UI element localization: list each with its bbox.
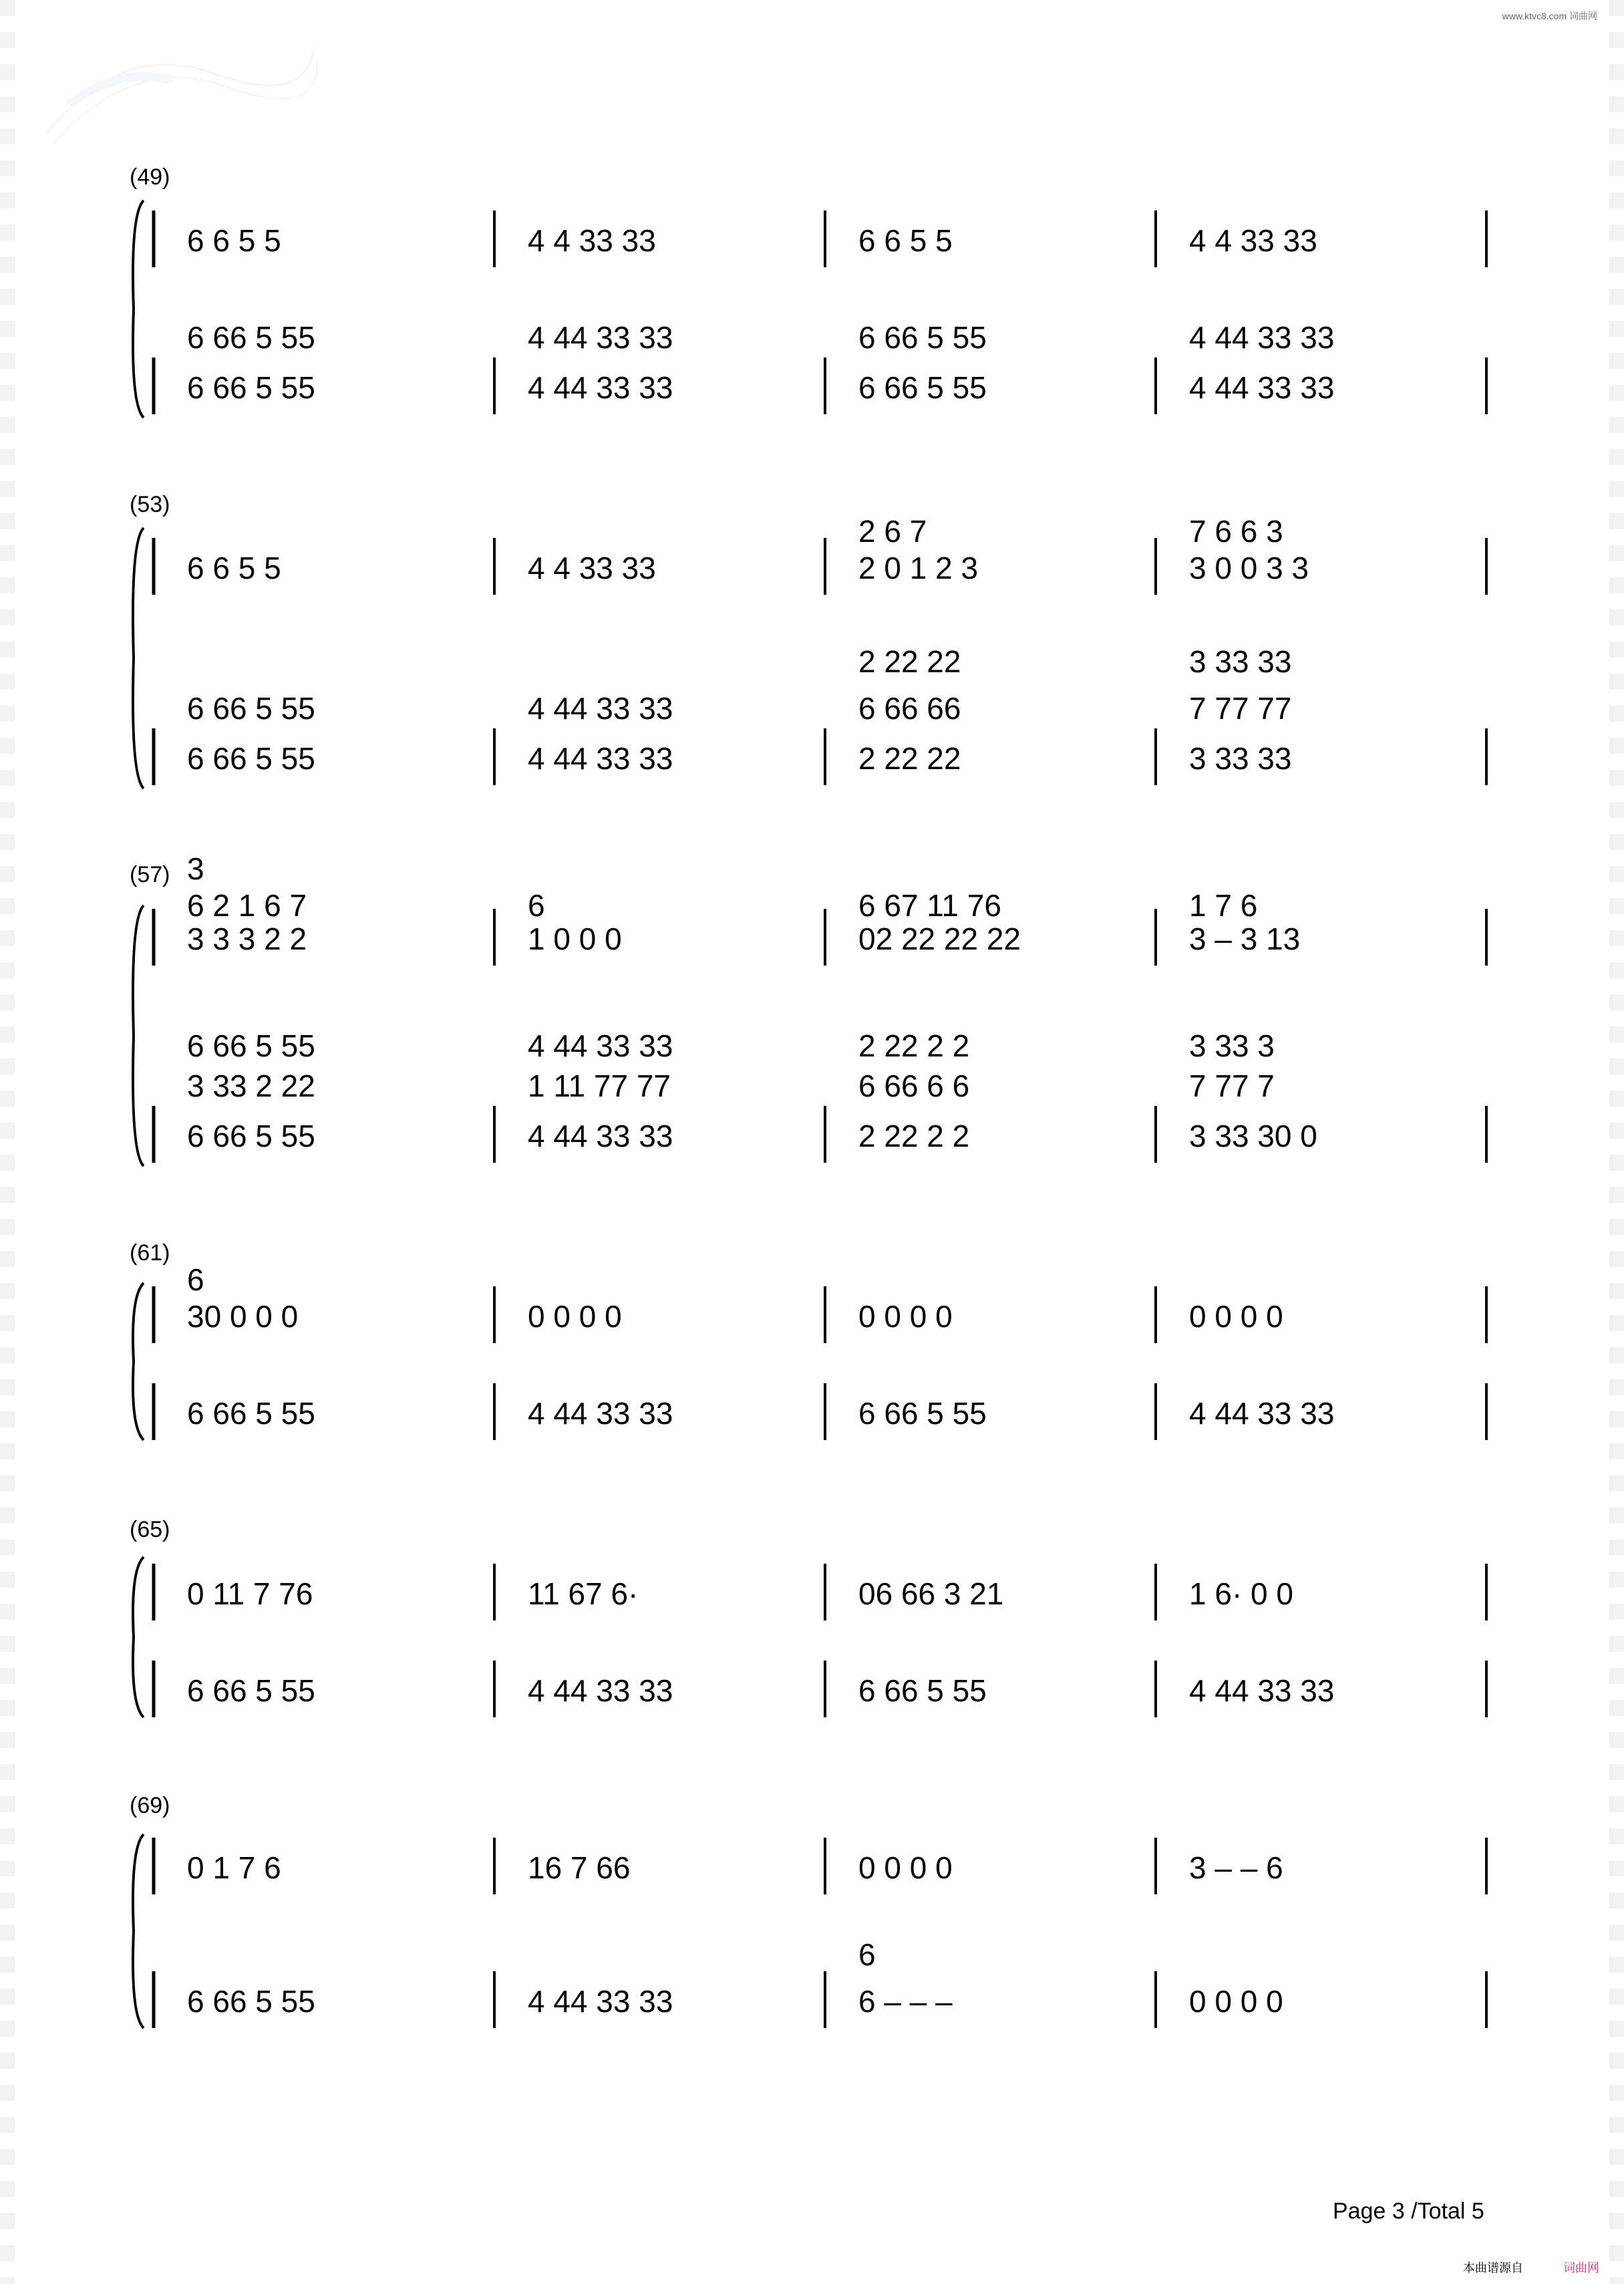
system-brace xyxy=(133,200,144,418)
measure-notes: 4 44 33 33 xyxy=(528,370,673,405)
system-brace xyxy=(133,1557,144,1717)
measure-notes: 6 66 5 55 xyxy=(858,320,987,355)
measure-notes: 3 3 3 2 2 xyxy=(187,921,307,956)
measure-notes: 7 6 6 3 xyxy=(1189,514,1283,549)
measure-notes: 3 33 33 xyxy=(1189,644,1292,679)
measure-notes: 6 6 5 5 xyxy=(858,223,953,258)
measure-notes: 0 0 0 0 xyxy=(858,1850,953,1885)
measure-notes: 0 1 7 6 xyxy=(187,1850,281,1885)
measure-notes: 4 44 33 33 xyxy=(528,1028,673,1063)
measure-notes: 1 6· 0 0 xyxy=(1189,1576,1293,1611)
measure-notes: 1 11 77 77 xyxy=(528,1068,671,1103)
measure-notes: 6 66 5 55 xyxy=(187,1673,315,1708)
measure-notes: 2 0 1 2 3 xyxy=(858,551,979,585)
measure-notes: 6 66 5 55 xyxy=(187,1119,315,1153)
measure-notes: 4 4 33 33 xyxy=(528,223,656,258)
measure-notes: 0 0 0 0 xyxy=(1189,1984,1283,2019)
measure-notes: 6 66 5 55 xyxy=(187,1028,315,1063)
measure-notes: 0 11 7 76 xyxy=(187,1576,313,1611)
measure-notes: 4 44 33 33 xyxy=(528,1984,673,2019)
measure-notes: 6 66 5 55 xyxy=(858,1396,987,1431)
measure-notes: 4 44 33 33 xyxy=(528,1119,673,1153)
measure-notes: 6 66 5 55 xyxy=(187,741,315,776)
measure-notes: 2 22 22 xyxy=(858,644,961,679)
measure-notes: 2 6 7 xyxy=(858,514,927,549)
measure-notes: 6 66 66 xyxy=(858,691,961,726)
measure-notes: 6 – – – xyxy=(858,1984,953,2019)
measure-notes: 1 7 6 xyxy=(1189,888,1258,923)
measure-notes: 4 4 33 33 xyxy=(528,551,656,585)
measure-notes: 30 0 0 0 xyxy=(187,1299,299,1334)
measure-notes: 2 22 2 2 xyxy=(858,1119,970,1153)
measure-label-49: (49) xyxy=(130,164,170,190)
measure-notes: 6 66 5 55 xyxy=(858,1673,987,1708)
measure-notes: 4 44 33 33 xyxy=(528,691,673,726)
measure-notes: 0 0 0 0 xyxy=(858,1299,953,1334)
measure-notes: 6 66 5 55 xyxy=(187,1984,315,2019)
measure-notes: 06 66 3 21 xyxy=(858,1576,1004,1611)
system-brace xyxy=(133,528,144,789)
site-watermark: www.ktvc8.com 词曲网 xyxy=(1502,11,1597,21)
measure-notes: 4 44 33 33 xyxy=(1189,1396,1335,1431)
measure-notes: 3 33 30 0 xyxy=(1189,1119,1317,1153)
system-brace xyxy=(133,905,144,1166)
measure-notes: 4 44 33 33 xyxy=(528,320,673,355)
measure-label-65: (65) xyxy=(130,1517,170,1542)
measure-notes: 2 22 2 2 xyxy=(858,1028,970,1063)
measure-notes: 6 66 5 55 xyxy=(187,1396,315,1431)
measure-notes: 4 4 33 33 xyxy=(1189,223,1317,258)
measure-notes: 6 66 5 55 xyxy=(858,370,987,405)
measure-notes: 2 22 22 xyxy=(858,741,961,776)
measure-notes: 6 xyxy=(187,1262,204,1297)
measure-notes: 6 xyxy=(858,1937,876,1972)
measure-notes: 0 0 0 0 xyxy=(1189,1299,1283,1334)
measure-notes: 3 33 3 xyxy=(1189,1028,1275,1063)
measure-notes: 7 77 7 xyxy=(1189,1068,1275,1103)
measure-notes: 4 44 33 33 xyxy=(1189,370,1335,405)
measure-label-53: (53) xyxy=(130,492,170,517)
measure-notes: 02 22 22 22 xyxy=(858,921,1021,956)
measure-notes: 6 6 5 5 xyxy=(187,223,281,258)
notation-rows xyxy=(187,223,1334,2019)
system-brace xyxy=(133,1834,144,2028)
measure-notes: 6 66 6 6 xyxy=(858,1068,970,1103)
measure-notes: 16 7 66 xyxy=(528,1850,631,1885)
measure-notes: 11 67 6· xyxy=(528,1576,639,1611)
page-number: Page 3 /Total 5 xyxy=(1333,2198,1484,2224)
measure-notes: 6 67 11 76 xyxy=(858,888,1002,923)
measure-label-57: (57) xyxy=(130,862,170,887)
footer-source-label: 本曲谱源自 xyxy=(1463,2261,1523,2275)
system-brace xyxy=(133,1283,144,1440)
measure-notes: 3 – – 6 xyxy=(1189,1850,1283,1885)
measure-label-61: (61) xyxy=(130,1240,170,1266)
measure-notes: 4 44 33 33 xyxy=(528,1673,673,1708)
measure-notes: 3 – 3 13 xyxy=(1189,921,1301,956)
measure-notes: 4 44 33 33 xyxy=(1189,320,1335,355)
measure-notes: 6 66 5 55 xyxy=(187,691,315,726)
measure-notes: 4 44 33 33 xyxy=(528,1396,673,1431)
measure-notes: 0 0 0 0 xyxy=(528,1299,622,1334)
measure-notes: 3 33 2 22 xyxy=(187,1068,315,1103)
measure-notes: 3 33 33 xyxy=(1189,741,1292,776)
measure-notes: 6 6 5 5 xyxy=(187,551,281,585)
measure-notes: 3 xyxy=(187,851,204,886)
measure-notes: 3 0 0 3 3 xyxy=(1189,551,1309,585)
measure-notes: 6 66 5 55 xyxy=(187,320,315,355)
measure-notes: 7 77 77 xyxy=(1189,691,1292,726)
system-brackets-and-barlines xyxy=(133,200,1486,2028)
measure-label-69: (69) xyxy=(130,1793,170,1818)
measure-notes: 6 66 5 55 xyxy=(187,370,315,405)
measure-notes: 6 xyxy=(528,888,545,923)
footer-site-label: 词曲网 xyxy=(1563,2261,1599,2275)
measure-notes: 4 44 33 33 xyxy=(1189,1673,1335,1708)
measure-notes: 4 44 33 33 xyxy=(528,741,673,776)
measure-notes: 1 0 0 0 xyxy=(528,921,622,956)
measure-notes: 6 2 1 6 7 xyxy=(187,888,307,923)
